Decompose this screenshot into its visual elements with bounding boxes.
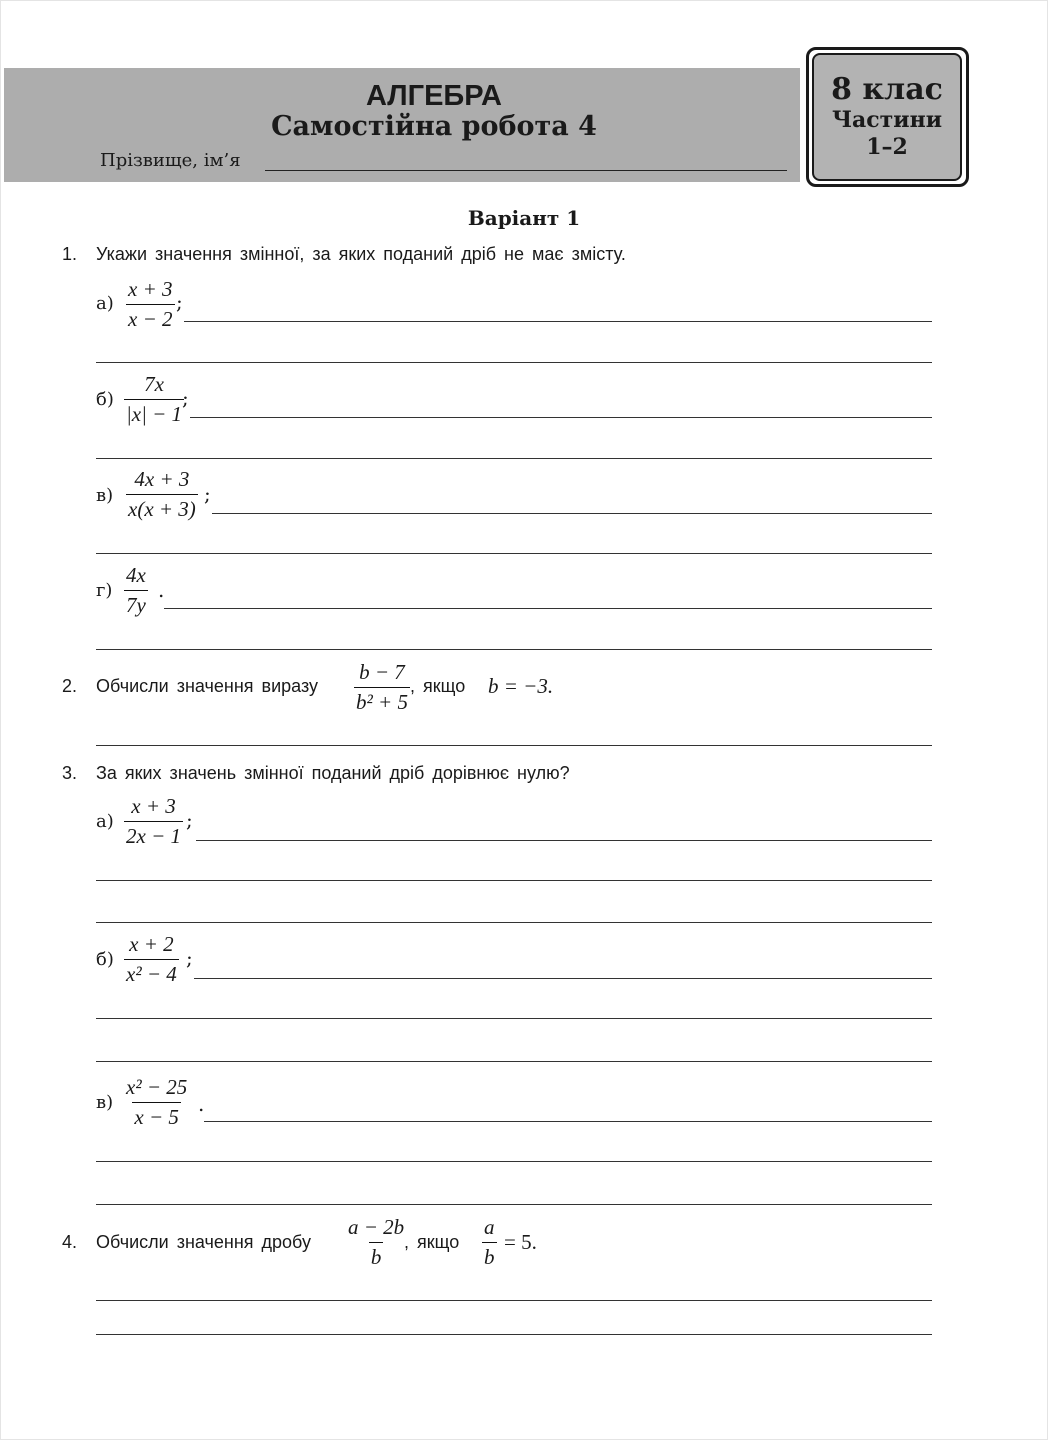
- punctuation: .: [158, 578, 165, 602]
- answer-line[interactable]: [190, 417, 932, 418]
- fraction-denominator: b: [482, 1242, 497, 1271]
- task-1-number: 1.: [62, 244, 78, 264]
- work-title: Самостійна робота 4: [271, 111, 597, 142]
- punctuation: ;: [186, 808, 193, 832]
- answer-line[interactable]: [96, 553, 932, 554]
- task-1c-label: в): [96, 485, 114, 506]
- punctuation: .: [198, 1092, 205, 1116]
- punctuation: ;: [176, 290, 183, 314]
- answer-line[interactable]: [96, 1161, 932, 1162]
- punctuation: ;: [186, 946, 193, 970]
- answer-line[interactable]: [212, 513, 932, 514]
- answer-line[interactable]: [96, 880, 932, 881]
- task-1-text: Укажи значення змінної, за яких поданий дріб не має змісту.: [96, 244, 626, 264]
- task-4-condition-fraction: [482, 1214, 497, 1271]
- task-1a-fraction: [126, 276, 175, 333]
- task-4-condition-rest: = 5.: [504, 1230, 537, 1254]
- task-2-number: 2.: [62, 676, 78, 696]
- task-1d-fraction: [124, 562, 148, 619]
- fraction-numerator: a − 2b: [348, 1215, 405, 1239]
- task-4-text: Обчисли значення дробу: [96, 1232, 311, 1252]
- punctuation: ;: [182, 386, 189, 410]
- task-4-condition-word: , якщо: [404, 1232, 460, 1252]
- task-4-fraction: [346, 1214, 406, 1271]
- fraction-denominator: b: [369, 1242, 384, 1271]
- task-3a-label: а): [96, 811, 114, 832]
- task-2-condition: b = −3.: [488, 674, 554, 698]
- answer-line[interactable]: [96, 922, 932, 923]
- task-1a-label: а): [96, 293, 114, 314]
- fraction-numerator: 7x: [144, 372, 164, 396]
- answer-line[interactable]: [184, 321, 932, 322]
- task-3b-fraction: [124, 931, 179, 988]
- subject-title: АЛГЕБРА: [365, 80, 502, 112]
- fraction-numerator: 4x: [126, 563, 146, 587]
- fraction-numerator: x + 2: [129, 932, 174, 956]
- answer-line[interactable]: [96, 1334, 932, 1335]
- answer-line[interactable]: [204, 1121, 932, 1122]
- answer-line[interactable]: [194, 978, 932, 979]
- task-2-fraction: [354, 659, 410, 716]
- fraction-numerator: 4x + 3: [134, 467, 190, 491]
- task-2-text: Обчисли значення виразу: [96, 676, 319, 696]
- punctuation: ;: [204, 482, 211, 506]
- answer-line[interactable]: [96, 458, 932, 459]
- fraction-denominator: |x| − 1: [124, 399, 184, 428]
- task-3c-fraction: [124, 1074, 189, 1131]
- answer-line[interactable]: [96, 1061, 932, 1062]
- fraction-numerator: x + 3: [128, 277, 173, 301]
- variant-title: Варіант 1: [467, 206, 581, 230]
- fraction-denominator: x − 5: [132, 1102, 181, 1131]
- grade-badge: [812, 53, 962, 181]
- answer-line[interactable]: [96, 1018, 932, 1019]
- task-3-text: За яких значень змінної поданий дріб дорівнює нулю?: [96, 763, 570, 783]
- fraction-numerator: x + 3: [131, 794, 176, 818]
- task-3c-label: в): [96, 1092, 114, 1113]
- parts-label: Частини: [831, 107, 943, 133]
- fraction-denominator: x² − 4: [124, 959, 179, 988]
- answer-line[interactable]: [96, 1300, 932, 1301]
- task-1d-label: г): [96, 580, 113, 601]
- name-label: Прізвище, ім’я: [100, 150, 241, 171]
- task-3b-label: б): [96, 949, 114, 970]
- answer-line[interactable]: [96, 745, 932, 746]
- fraction-denominator: x(x + 3): [126, 494, 198, 523]
- answer-line[interactable]: [164, 608, 932, 609]
- task-3a-fraction: [124, 793, 183, 850]
- task-2-condition-word: , якщо: [410, 676, 466, 696]
- grade-label: 8 клас: [831, 72, 943, 107]
- answer-line[interactable]: [96, 649, 932, 650]
- task-1b-fraction: [124, 371, 184, 428]
- answer-line[interactable]: [96, 362, 932, 363]
- task-4-number: 4.: [62, 1232, 78, 1252]
- task-1c-fraction: [126, 466, 198, 523]
- fraction-denominator: x − 2: [126, 304, 175, 333]
- task-3-number: 3.: [62, 763, 78, 783]
- fraction-numerator: x² − 25: [126, 1075, 188, 1099]
- answer-line[interactable]: [96, 1204, 932, 1205]
- parts-range: 1–2: [866, 134, 908, 160]
- fraction-denominator: 2x − 1: [124, 821, 183, 850]
- name-field-line[interactable]: [265, 170, 787, 171]
- task-1b-label: б): [96, 389, 114, 410]
- fraction-numerator: b − 7: [359, 660, 405, 684]
- answer-line[interactable]: [196, 840, 932, 841]
- fraction-numerator: a: [484, 1215, 495, 1239]
- fraction-denominator: b² + 5: [354, 687, 410, 716]
- fraction-denominator: 7y: [124, 590, 148, 619]
